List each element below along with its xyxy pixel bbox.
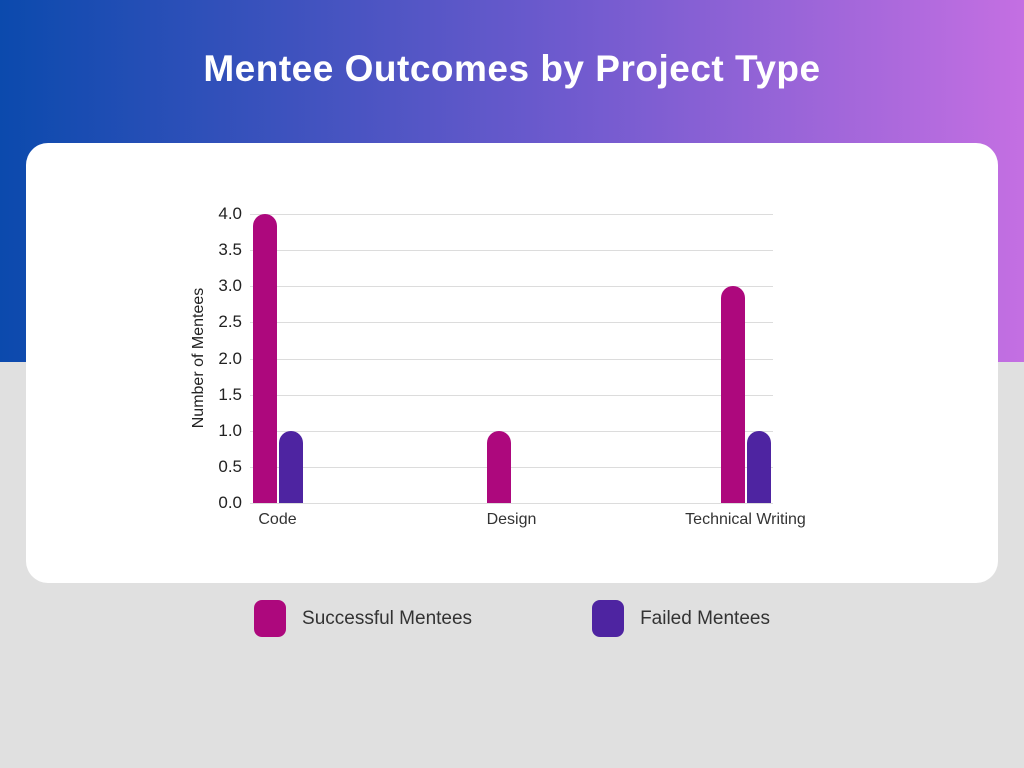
x-axis-label: Code	[258, 511, 297, 528]
x-axis-label: Technical Writing	[685, 511, 806, 528]
y-tick-label: 3.5	[218, 240, 242, 260]
y-tick-label: 0.0	[218, 493, 242, 512]
bar-failed-code	[279, 431, 303, 503]
y-tick-label: 4.0	[218, 204, 242, 223]
gridline	[250, 286, 773, 287]
y-tick-label: 2.5	[218, 312, 242, 332]
gridline	[250, 467, 773, 468]
legend	[0, 600, 1024, 637]
gridline	[250, 250, 773, 251]
gridline	[250, 214, 773, 215]
chart-card	[26, 143, 998, 583]
legend-swatch-successful	[254, 600, 286, 637]
plot-area	[250, 214, 806, 528]
legend-swatch-failed	[592, 600, 624, 637]
gridline	[250, 503, 773, 504]
gridline	[250, 395, 773, 396]
y-tick-label: 1.0	[218, 420, 242, 440]
y-axis-title: Number of Mentees	[190, 287, 207, 429]
page-title: Mentee Outcomes by Project Type	[203, 48, 821, 89]
x-axis-label: Design	[486, 511, 537, 528]
y-tick-label: 3.0	[218, 276, 242, 296]
gridline	[250, 359, 773, 360]
legend-label-failed: Failed Mentees	[640, 607, 770, 629]
bar-successful-design	[487, 431, 511, 503]
gridline	[250, 431, 773, 432]
legend-item-successful	[254, 600, 472, 637]
bar-failed-technical-writing	[747, 431, 771, 503]
legend-label-successful: Successful Mentees	[302, 607, 473, 629]
bar-successful-code	[253, 214, 277, 503]
bar-successful-technical-writing	[721, 286, 745, 503]
legend-item-failed	[592, 600, 770, 637]
y-tick-label: 0.5	[218, 456, 242, 476]
y-tick-label: 1.5	[218, 384, 242, 404]
gridline	[250, 322, 773, 323]
y-axis-ticks	[176, 204, 242, 512]
y-tick-label: 2.0	[218, 348, 242, 368]
